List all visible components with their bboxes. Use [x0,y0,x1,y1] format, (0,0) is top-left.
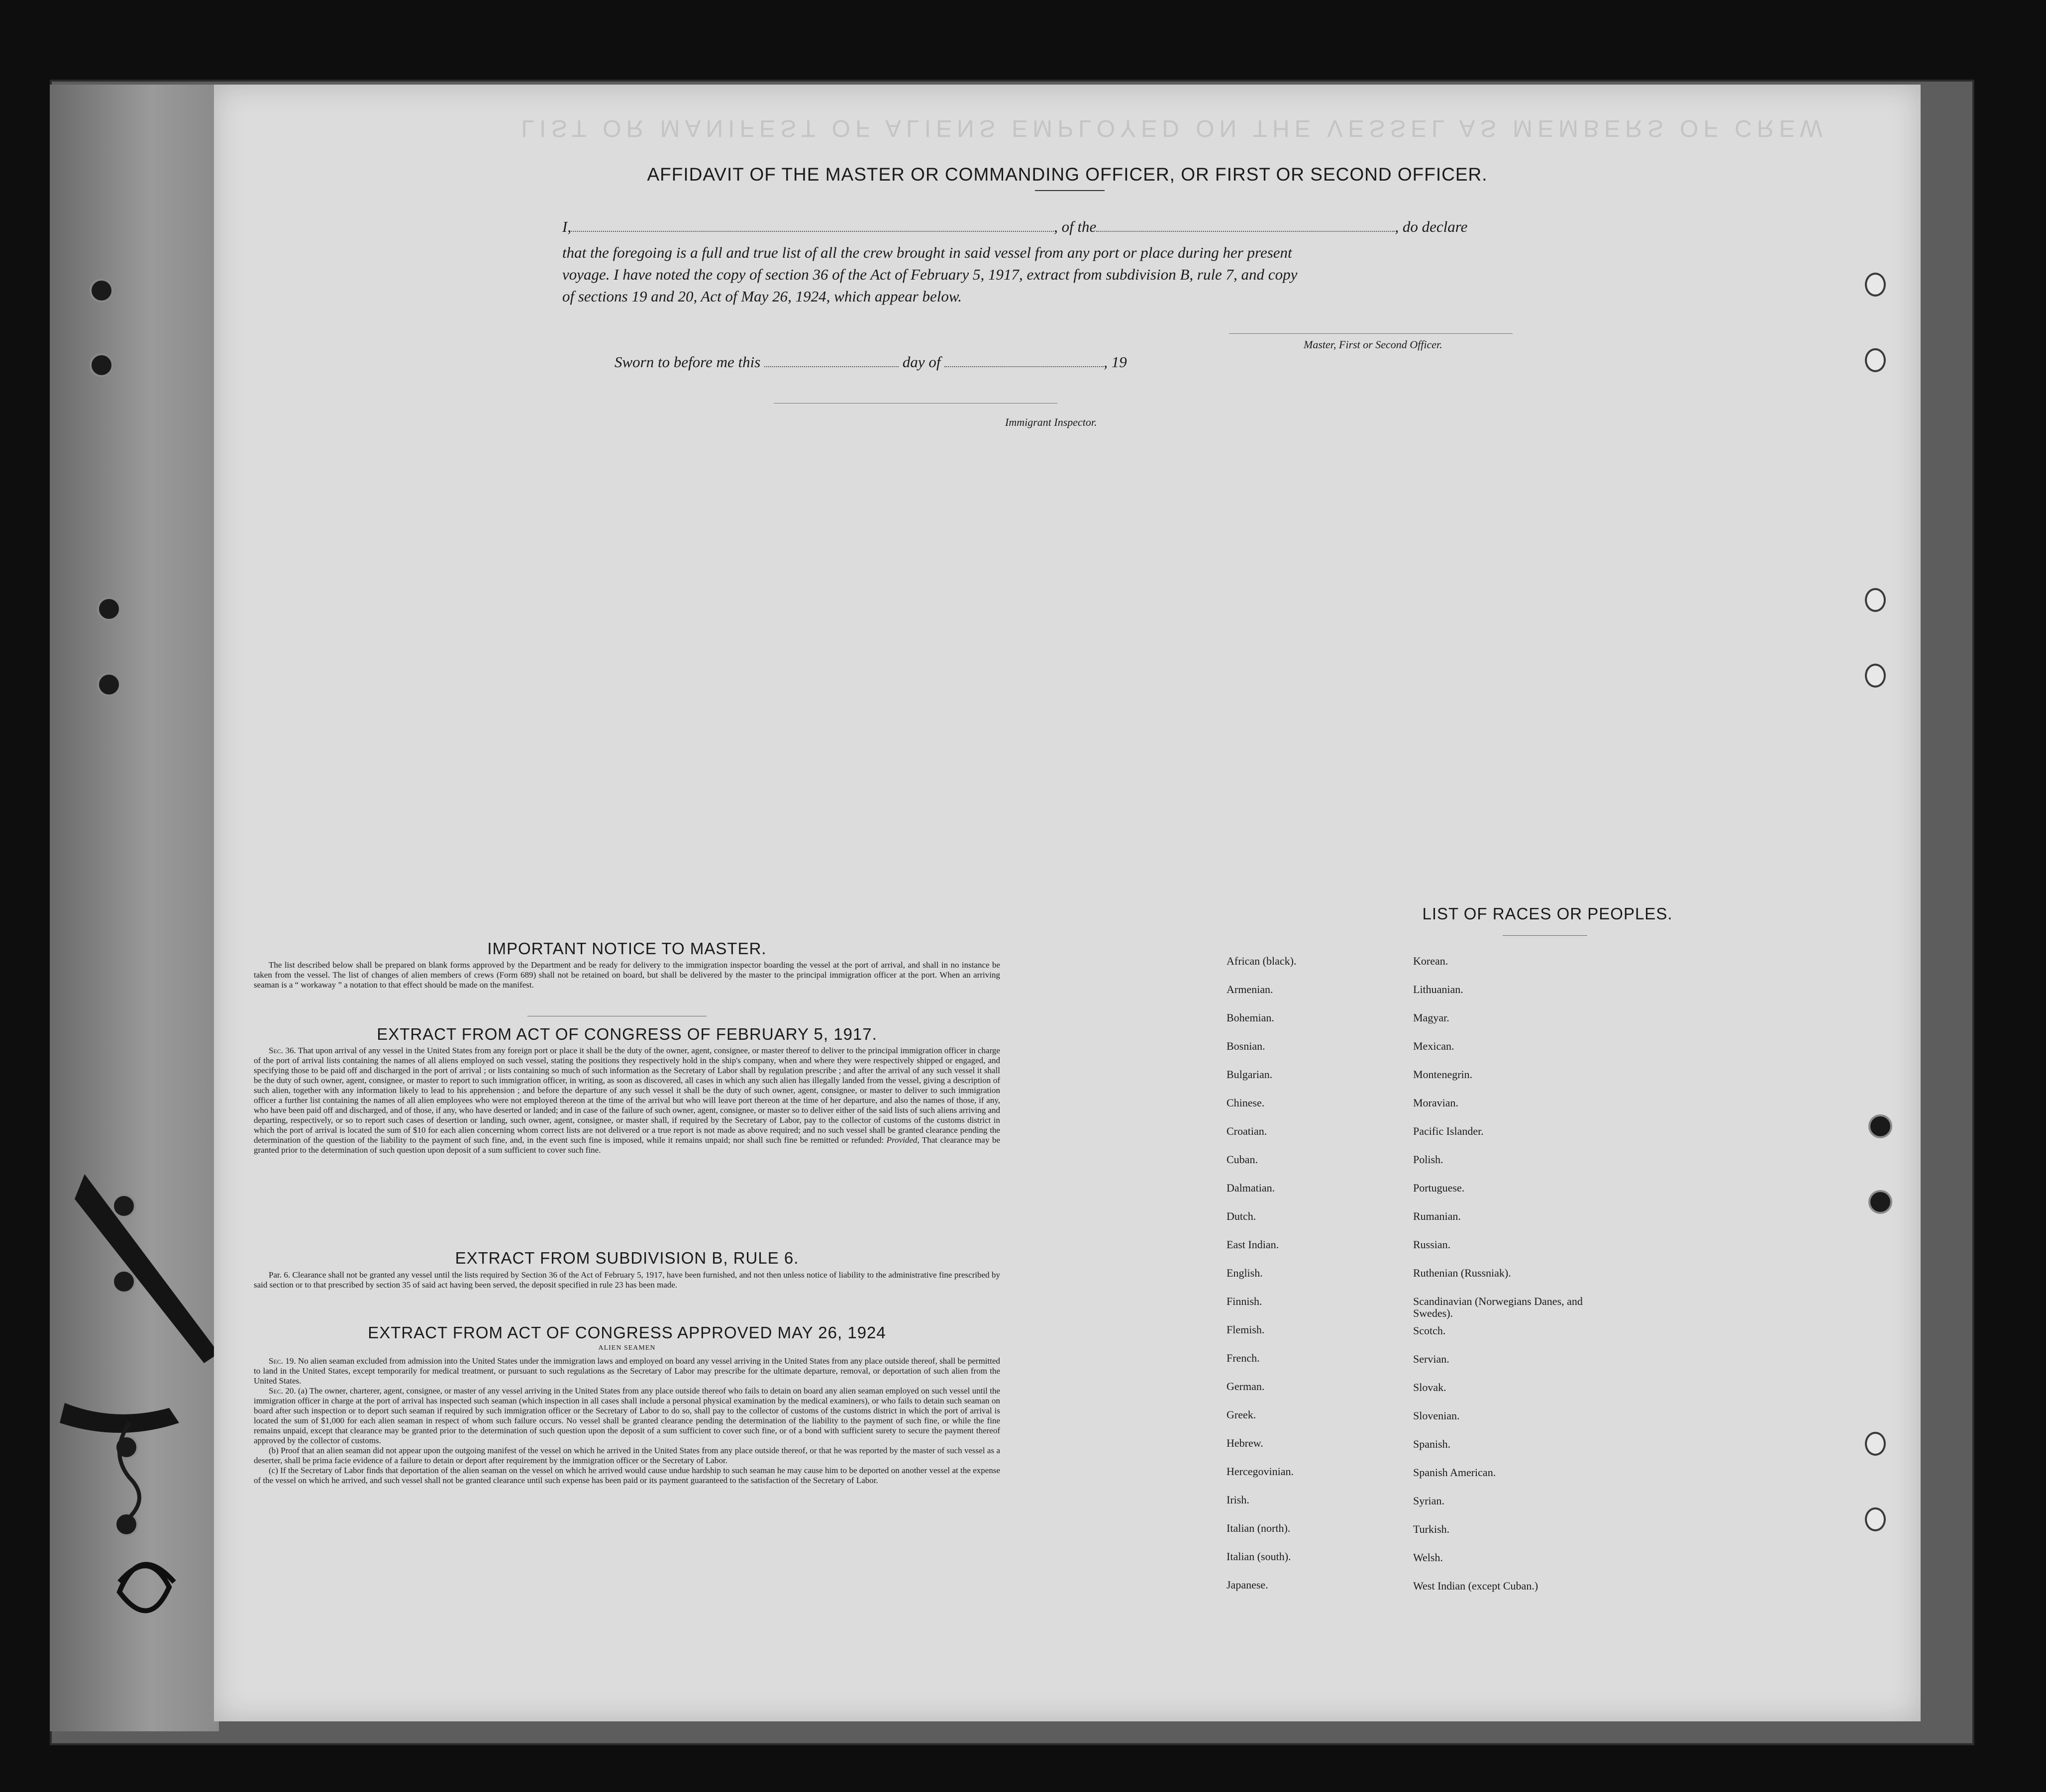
subdivision-title: EXTRACT FROM SUBDIVISION B, RULE 6. [455,1249,799,1267]
page-hole [1865,1507,1886,1531]
race-item: Bohemian. [1227,1011,1274,1024]
race-item: West Indian (except Cuban.) [1413,1580,1538,1592]
binder-ribbon [55,1144,234,1642]
race-item: Dalmatian. [1227,1182,1275,1194]
race-item: Bulgarian. [1227,1068,1273,1081]
race-item: German. [1227,1380,1265,1393]
affidavit-line-1 [562,218,1467,236]
race-item: Mexican. [1413,1040,1454,1052]
races-title: LIST OF RACES OR PEOPLES. [1422,904,1673,923]
affidavit-line-4: of sections 19 and 20, Act of May 26, 1924, which appear below. [562,288,962,305]
race-item: Dutch. [1227,1210,1256,1222]
page-hole [1868,1190,1892,1214]
race-item: Cuban. [1227,1153,1258,1166]
year-text: , 19 [1104,353,1127,371]
ghost-header: LIST OR MANIFEST OF ALIENS EMPLOYED ON THE VESSEL AS MEMBERS OF CREW [521,115,1828,141]
notice-text: The list described below shall be prepared on blank forms approved by the Department and be ready for delivery to the immigration inspector boarding the vessel at the port of arrival, and shall in no instance be taken from the vessel. The list of changes of alien members of crews (Form 689) shall not be retained on board, but shall be delivered by the master to the principal immigration officer at the port. When an arriving seaman is a “ workaway ” a notation to that effect should be made on the manifest. [254,960,1000,990]
month-blank [944,353,1104,367]
inspector-signature-label: Immigrant Inspector. [1005,416,1097,428]
race-item: Spanish. [1413,1438,1451,1450]
race-item: Korean. [1413,955,1448,967]
race-item: Chinese. [1227,1096,1265,1109]
race-item: African (black). [1227,955,1297,967]
race-item: Portuguese. [1413,1182,1465,1194]
race-item: Scandinavian (Norwegians Danes, and Swedes). [1413,1295,1583,1319]
page-hole [1865,664,1886,688]
binder-hole [97,597,121,621]
race-item: Armenian. [1227,983,1273,996]
title-rule [1035,190,1105,191]
provided-word: Provided, [886,1135,920,1145]
affidavit-of-the: , of the [1054,218,1097,235]
notice-body [254,960,1000,990]
race-item: East Indian. [1227,1238,1279,1251]
race-item: Servian. [1413,1353,1449,1365]
race-item: Italian (north). [1227,1522,1291,1534]
race-item: Lithuanian. [1413,983,1463,996]
race-item: Polish. [1413,1153,1443,1166]
manifest-page [214,85,1921,1721]
extract-1917-title: EXTRACT FROM ACT OF CONGRESS OF FEBRUARY 5, 1917. [377,1025,877,1043]
races-divider [1503,935,1587,936]
race-item: Montenegrin. [1413,1068,1473,1081]
sec-20-label: Sec. 20. [269,1386,296,1395]
sec-20a-text: (a) The owner, charterer, agent, consignee, or master of any vessel arriving in the United States from any place outside thereof who fails to detain on board any alien seaman employed on such vessel until the immigration officer in charge at the port of arrival has inspected such seaman (which inspection in all cases shall include a personal physical examination by the medical examiners), or who fails to detain such seaman on board after such inspection or to deport such seaman if required by such immigration officer or the Secretary of Labor to do so, shall pay to the collector of customs of the customs district in which the port of arrival is located the sum of $1,000 for each alien seaman in respect of whom such failure occurs. No vessel shall be granted clearance pending the determination of the liability to the payment of such fine, or while the fine remains unpaid, except that clearance may be granted prior to the determination of such question upon the deposit of a sum sufficient to cover such fine, or of a bond with sufficient surety to secure the payment thereof approved by the collector of customs. [254,1386,1000,1445]
sec-20c-text: (c) If the Secretary of Labor finds that deportation of the alien seaman on the vessel on which he arrived would cause undue hardship to such seaman he may cause him to be deported on another vessel at the expense of the vessel on which he arrived, and such vessel shall not be granted clearance until such expense has been paid or its payment guaranteed to the satisfaction of the Secretary of Labor. [254,1466,1000,1485]
races-column-1 [1227,955,1406,1607]
sworn-line [614,353,1127,371]
race-item: Ruthenian (Russniak). [1413,1267,1511,1279]
alien-seamen-subtitle: ALIEN SEAMEN [598,1344,656,1352]
binder-hole [90,353,113,377]
master-signature-line [1229,333,1513,334]
race-item: Pacific Islander. [1413,1125,1484,1137]
sec-19-label: Sec. 19. [269,1356,296,1366]
race-item: Greek. [1227,1408,1256,1421]
race-item: Slovenian. [1413,1409,1460,1422]
race-item: Syrian. [1413,1494,1444,1507]
race-item: Hebrew. [1227,1437,1263,1449]
race-item: Welsh. [1413,1551,1443,1564]
subdivision-text: Par. 6. Clearance shall not be granted any vessel until the lists required by Section 36 of the Act of February 5, 1917, have been furnished, and not then unless notice of liability to the administrative fine prescribed by said section or to that prescribed by section 35 of said act having been served, the deposit specified in rule 23 has been made. [254,1270,1000,1290]
sworn-text: Sworn to before me this [614,353,761,371]
race-item: Italian (south). [1227,1550,1291,1563]
vessel-blank [1096,218,1395,232]
race-item: Magyar. [1413,1011,1449,1024]
races-column-2 [1413,955,1622,1608]
subdivision-body [254,1270,1000,1290]
race-item: Turkish. [1413,1523,1450,1535]
race-item: Croatian. [1227,1125,1267,1137]
race-item: Scotch. [1413,1324,1446,1337]
race-item: Spanish American. [1413,1466,1496,1479]
sec-19-text: No alien seaman excluded from admission into the United States under the immigration laws and employed on board any vessel arriving in the United States from any place outside thereof, shall be permitted to land in the United States, except temporarily for medical treatment, or pursuant to such regulations as the Secretary of Labor may prescribe for the ultimate departure, removal, or deportation of such alien from the United States. [254,1356,1001,1386]
binder-hole [97,673,121,697]
race-item: Russian. [1413,1238,1451,1251]
name-blank [571,218,1054,232]
extract-1917-body [254,1046,1000,1155]
race-item: Moravian. [1413,1096,1459,1109]
race-item: Irish. [1227,1493,1249,1506]
sec-36-label: Sec. 36. [269,1046,296,1055]
binder-hole [90,279,113,302]
page-hole [1868,1114,1892,1138]
day-of-text: day of [902,353,941,371]
master-signature-label: Master, First or Second Officer. [1304,338,1442,351]
sec-36-end: That clearance may be granted prior to the determination of such question upon deposit of a sum sufficient to cover such fine. [254,1135,1000,1155]
page-hole [1865,588,1886,612]
race-item: Rumanian. [1413,1210,1461,1222]
race-item: Hercegovinian. [1227,1465,1294,1478]
sec-36-text: That upon arrival of any vessel in the United States from any foreign port or place it shall be the duty of the owner, agent, consignee, or master thereof to deliver to the principal immigration officer in charge of the port of arrival lists containing the names of all aliens employed on such vessel, stating the positions they respectively hold in the ship's company, when and where they were respectively shipped or engaged, and specifying those to be paid off and discharged in the port of arrival ; or lists containing so much of such information as the Secretary of Labor shall by regulation prescribe ; and after the arrival of any such vessel it shall be the duty of such owner, agent, consignee, or master to report to such immigration officer, in writing, as soon as discovered, all cases in which any such alien has illegally landed from the vessel, giving a description of such alien, together with any information likely to lead to his apprehension ; and before the departure of any such vessel it shall be the duty of such owner, agent, consignee, or master to deliver to such immigration officer a further list containing the names of all alien employees who were not employed thereon at the time of the arrival but who will leave port thereon at the time of her departure, and also the names of those, if any, who have been paid off and discharged, and of those, if any, who have deserted or landed; and in case of the failure of such owner, agent, consignee, or master so to deliver either of the said lists of such aliens arriving and departing, respectively, or so to report such cases of desertion or landing, such owner, agent, consignee, or master shall, if required by the Secretary of Labor, pay to the collector of customs of the customs district in which the port of arrival is located the sum of $10 for each alien concerning whom correct lists are not delivered or a true report is not made as above required; and no such vessel shall be granted clearance pending the determination of the question of the liability to the payment of such fine, and, in the event such fine is imposed, while it remains unpaid; nor shall such fine be remitted or refunded: [254,1046,1000,1145]
page-hole [1865,348,1886,372]
race-item: Bosnian. [1227,1040,1265,1052]
race-item: Japanese. [1227,1579,1268,1591]
race-item: Slovak. [1413,1381,1446,1394]
affidavit-do-declare: , do declare [1395,218,1468,235]
race-item: Finnish. [1227,1295,1262,1307]
affidavit-line-2: that the foregoing is a full and true list of all the crew brought in said vessel from any port or place during her present [562,244,1292,261]
sec-20b-text: (b) Proof that an alien seaman did not appear upon the outgoing manifest of the vessel on which he arrived in the United States from any place outside thereof, or that he was reported by the master of such vessel as a deserter, shall be prima facie evidence of a failure to detain or deport after requirement by the immigration officer or the Secretary of Labor. [254,1446,1000,1465]
affidavit-line-3: voyage. I have noted the copy of section 36 of the Act of February 5, 1917, extract from subdivision B, rule 7, and copy [562,266,1298,283]
affidavit-i: I, [562,218,572,235]
affidavit-title: AFFIDAVIT OF THE MASTER OR COMMANDING OFFICER, OR FIRST OR SECOND OFFICER. [647,164,1488,185]
page-hole [1865,273,1886,297]
race-item: English. [1227,1267,1263,1279]
race-item: French. [1227,1352,1260,1364]
notice-title: IMPORTANT NOTICE TO MASTER. [487,939,767,958]
race-item: Flemish. [1227,1323,1265,1336]
day-blank [764,353,899,367]
extract-1924-body [254,1356,1000,1486]
extract-1924-title: EXTRACT FROM ACT OF CONGRESS APPROVED MAY 26, 1924 [368,1323,886,1342]
page-hole [1865,1432,1886,1456]
